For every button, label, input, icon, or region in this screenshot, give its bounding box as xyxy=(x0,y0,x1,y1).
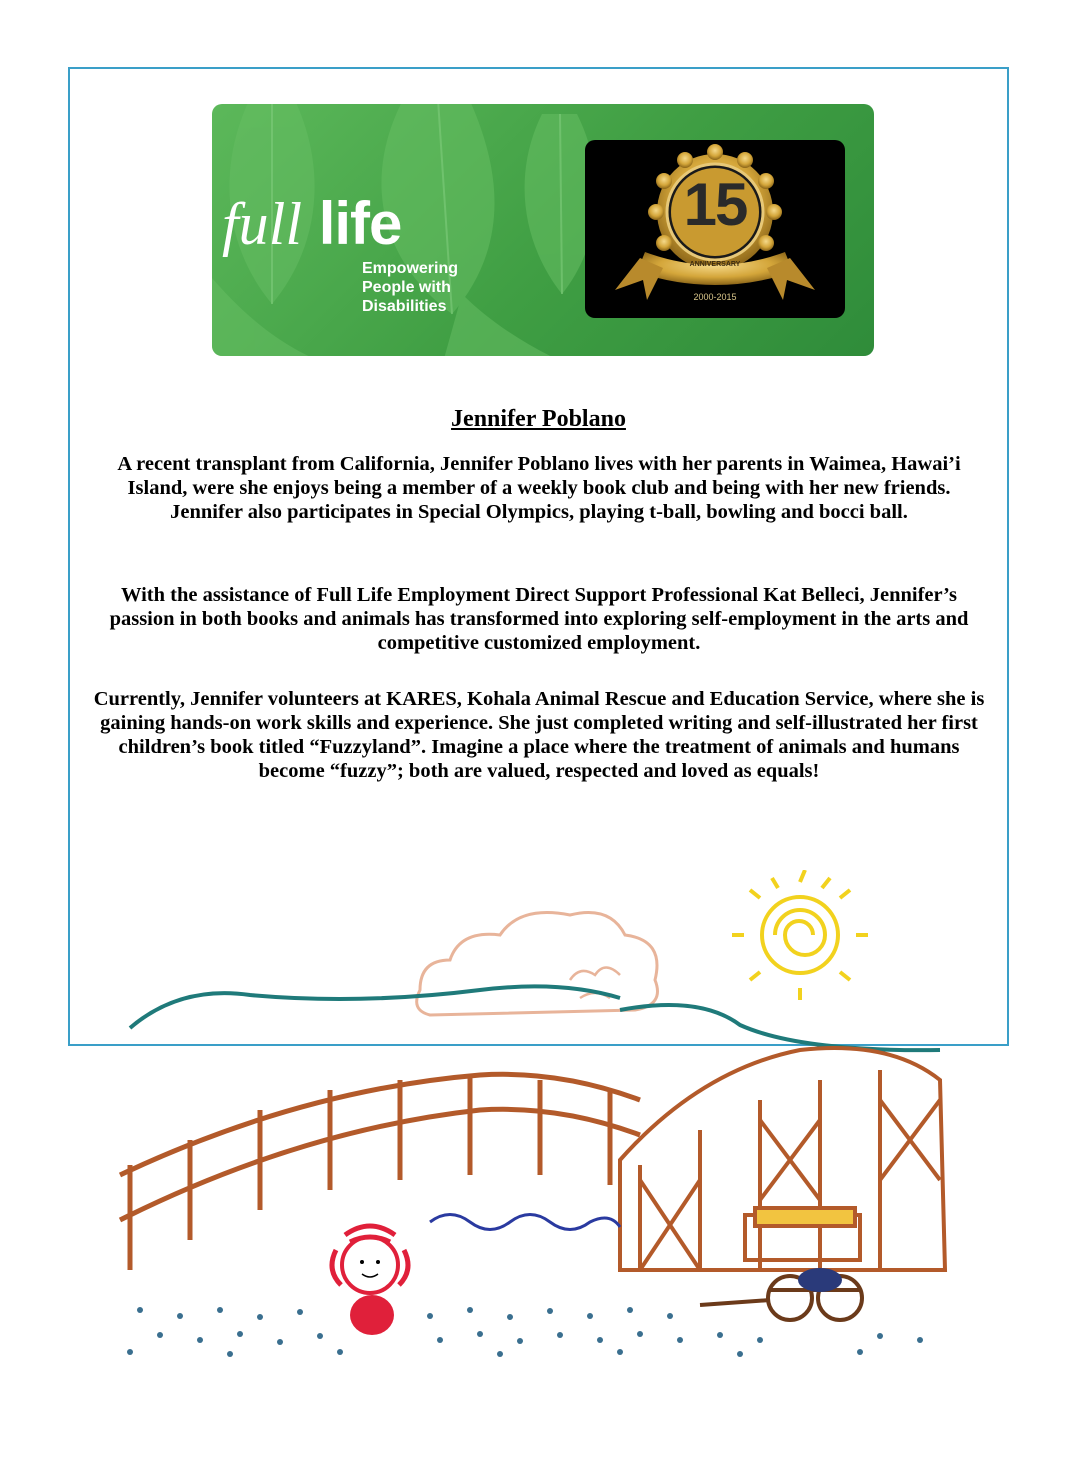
tagline-line: Empowering xyxy=(362,260,459,277)
hill-line xyxy=(620,1005,940,1050)
anniversary-years: 2000-2015 xyxy=(693,292,737,302)
tagline-line: Disabilities xyxy=(362,298,447,315)
article-paragraph: Currently, Jennifer volunteers at KARES, Kohala Animal Rescue and Education Service, where she is gaining hands-on work skills and experience. She just completed writing and self-illustrated her first children’s book titled “Fuzzyland”. Imagine a place where the treatment of animals and humans become “fuzzy”; both are valued, respected and loved as equals! xyxy=(93,688,985,782)
anniversary-number: 15 xyxy=(683,171,747,238)
brand-word-full: full xyxy=(222,191,303,257)
barn-icon xyxy=(620,1048,945,1270)
tagline xyxy=(362,259,542,316)
anniversary-ribbon-text: ANNIVERSARY xyxy=(689,261,741,268)
cart-icon xyxy=(700,1268,862,1320)
article-title: Jennifer Poblano xyxy=(451,406,626,432)
farm-scene-illustration xyxy=(100,980,960,1360)
wave-line xyxy=(430,1215,620,1230)
girl-figure-icon xyxy=(332,1226,408,1335)
brand-word-life: life xyxy=(318,190,402,257)
article-paragraph: A recent transplant from California, Jennifer Poblano lives with her parents in Waimea, Hawai’i Island, were she enjoys being a member of a weekly book club and being with her new friends. Jennifer also participates in Special Olympics, playing t-ball, bowling and bocci ball. xyxy=(117,453,961,523)
article-paragraph: With the assistance of Full Life Employment Direct Support Professional Kat Belleci, Jennifer’s passion in both books and animals has transformed into exploring self-employment in the arts and competitive customized employment. xyxy=(109,584,969,654)
tagline-line: People with xyxy=(362,279,451,296)
brand-logo xyxy=(222,192,522,256)
anniversary-badge xyxy=(585,140,845,318)
full-life-banner xyxy=(212,104,874,356)
